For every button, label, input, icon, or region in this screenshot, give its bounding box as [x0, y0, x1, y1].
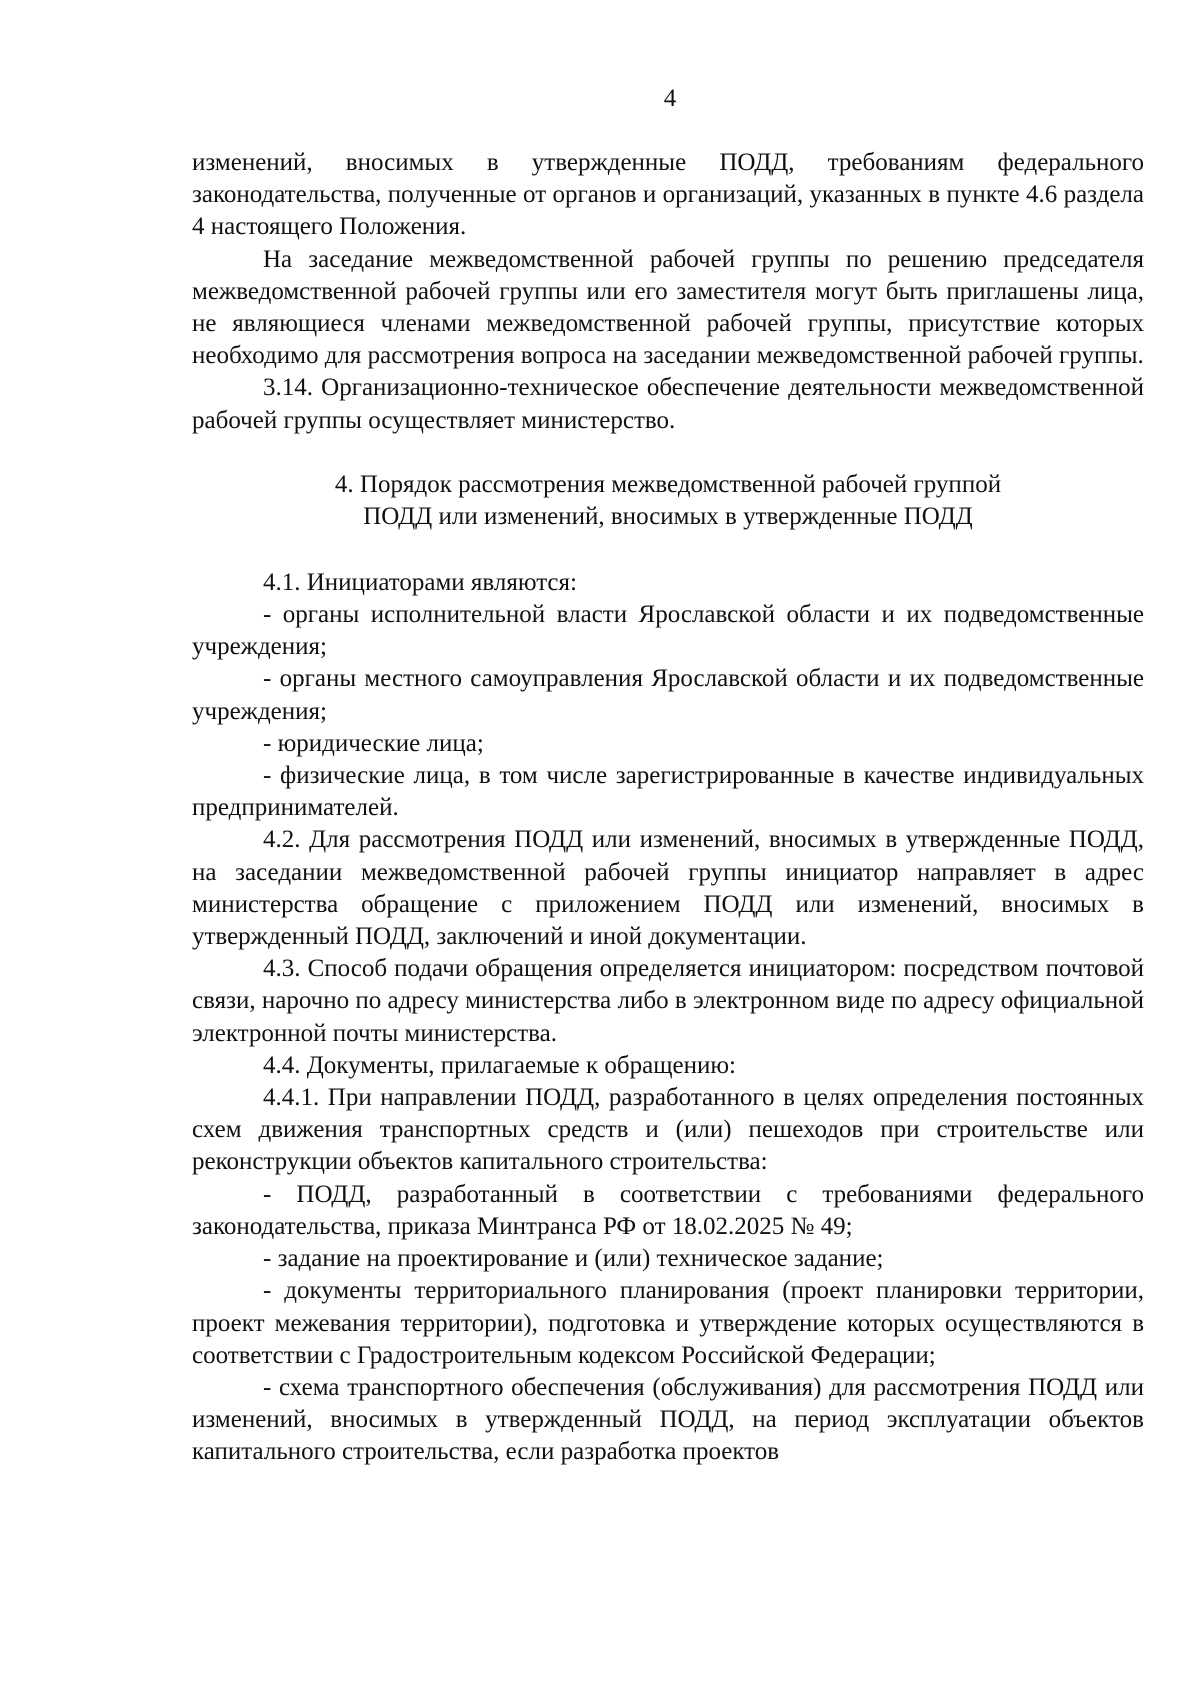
list-item-podd-document: - ПОДД, разработанный в соответствии с требованиями федерального законодательства, приказа Минтранса РФ от 18.02.2025 № 49;: [192, 1180, 1144, 1240]
paragraph-4-4: 4.4. Документы, прилагаемые к обращению:: [263, 1051, 736, 1079]
list-item-individuals: - физические лица, в том числе зарегистрированные в качестве индивидуальных предпринимателей.: [192, 762, 1144, 822]
paragraph-continuation: изменений, вносимых в утвержденные ПОДД, требованиям федерального законодательства, полученные от органов и организаций, указанных в пункте 4.6 раздела 4 настоящего Положения.: [192, 149, 1144, 241]
list-item-territorial-planning: - документы территориального планирования (проект планировки территории, проект межевания территории), подготовка и утверждение которых осуществляются в соответствии с Градостроительным кодексом Российской Федерации;: [192, 1277, 1144, 1369]
section-heading: [192, 469, 1144, 533]
page-number: 4: [663, 85, 677, 112]
paragraph-invited-persons: На заседание межведомственной рабочей группы по решению председателя межведомственной рабочей группы или его заместителя могут быть приглашены лица, не являющиеся членами межведомственной рабочей группы, присутствие которых необходимо для рассмотрения вопроса на заседании межведомственной рабочей группы.: [192, 245, 1144, 370]
paragraph-4-4-1: 4.4.1. При направлении ПОДД, разработанного в целях определения постоянных схем движения транспортных средств и (или) пешеходов при строительстве или реконструкции объектов капитального строительства:: [192, 1084, 1144, 1176]
list-item-transport-scheme: - схема транспортного обеспечения (обслуживания) для рассмотрения ПОДД или изменений, вносимых в утвержденный ПОДД, на период эксплуатации объектов капитального строительства, если разработка проектов: [192, 1373, 1144, 1466]
list-item-executive-bodies: - органы исполнительной власти Ярославской области и их подведомственные учреждения;: [192, 601, 1144, 661]
paragraph-4-1: 4.1. Инициаторами являются:: [263, 568, 577, 596]
paragraph-3-14: 3.14. Организационно-техническое обеспечение деятельности межведомственной рабочей группы осуществляет министерство.: [192, 374, 1144, 434]
section-heading-line-2: ПОДД или изменений, вносимых в утвержденные ПОДД: [363, 502, 973, 530]
paragraph-4-2: 4.2. Для рассмотрения ПОДД или изменений, вносимых в утвержденные ПОДД, на заседании межведомственной рабочей группы инициатор направляет в адрес министерства обращение с приложением ПОДД или изменений, вносимых в утвержденный ПОДД, заключений и иной документации.: [192, 826, 1144, 951]
list-item-design-assignment: - задание на проектирование и (или) техническое задание;: [263, 1245, 884, 1273]
section-heading-line-1: 4. Порядок рассмотрения межведомственной рабочей группой: [334, 470, 1002, 498]
paragraph-4-3: 4.3. Способ подачи обращения определяется инициатором: посредством почтовой связи, нарочно по адресу министерства либо в электронном виде по адресу официальной электронной почты министерства.: [192, 955, 1144, 1047]
list-item-local-government: - органы местного самоуправления Ярославской области и их подведомственные учреждения;: [192, 665, 1144, 725]
document-body: [192, 147, 1144, 1469]
list-item-legal-entities: - юридические лица;: [263, 729, 484, 757]
